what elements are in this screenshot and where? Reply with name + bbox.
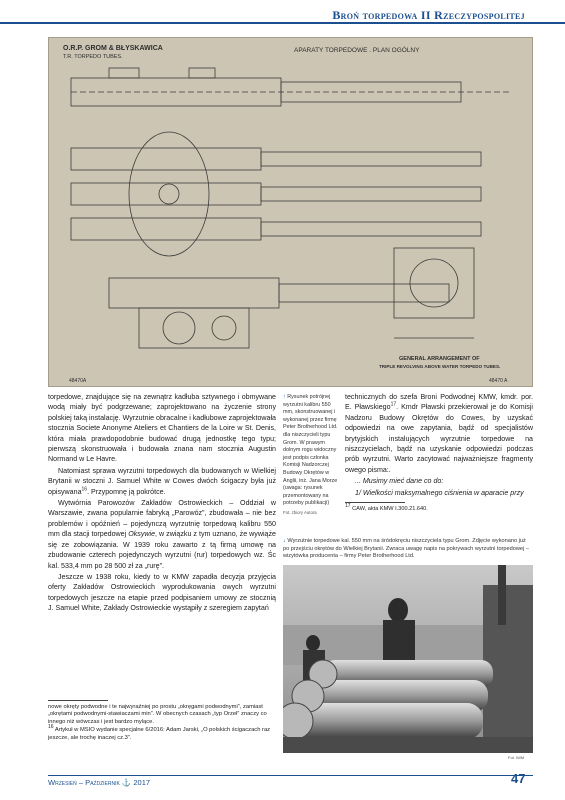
- page-number: 47: [511, 771, 526, 786]
- right-column: [345, 392, 533, 514]
- blueprint-subtitle-left: T.R. TORPEDO TUBES.: [63, 54, 123, 60]
- blueprint-caption: [283, 394, 341, 517]
- caption-text: Wyrzutnie torpedowe kal. 550 mm na śródokręciu niszczyciela typu Grom. Zdjęcie wykonano już po przejściu okrętów do Wielkiej Brytanii. Zwraca uwagę napis na pokrywach wyrzutni torpedowej – wizytówka producenta – firmy Peter Brotherhood Ltd.: [283, 538, 529, 560]
- ship-name: Oksywie: [128, 530, 156, 539]
- paragraph-text: Natomiast sprawa wyrzutni torpedowych dla budowanych w Wielkiej Brytanii w stoczni J. Samuel White w Cowes dwóch ścigaczy była już opisywana: [48, 466, 276, 496]
- issue-year: 2017: [133, 778, 151, 787]
- blueprint-title-center: APARATY TORPEDOWE . PLAN OGÓLNY: [294, 47, 420, 54]
- issue-months: Wrzesień – Październik: [48, 778, 120, 787]
- arrow-down-icon: ↓: [283, 538, 286, 544]
- footer-issue: [48, 778, 150, 787]
- paragraph-text: Wytwórnia Parowozów Zakładów Ostrowieckich – Oddział w Warszawie, zwana popularnie fabryką „Parowóz”, zbudowała – nie bez problemów i opóźnień – pojedynczą wyrzutnię torpedową kalibru 550 mm dla stacji torpedowej: [48, 499, 276, 539]
- paragraph: [48, 466, 276, 497]
- paragraph: torpedowe, znajdujące się na zewnątrz kadłuba sztywnego i obmywane wodą miały być podgrzewane; zaprojektowano na życzenie strony polskiej taką instalację. Wyrzutnie obracalne i kadłubowe zaprojektowała stocznia Societe Anonyme Ateliers et Chantiers de la Loire w St. Denis, która miała prawdopodobnie budować drugą jednostkę tego typu; pierwszą skonstruowała i budowała znana nam stocznia Augustin Normand w Le Havre.: [48, 393, 276, 464]
- footnote-number: 17: [345, 502, 351, 509]
- blueprint-plate-line-1: GENERAL ARRANGEMENT OF: [399, 356, 480, 362]
- header-rule: [0, 22, 565, 24]
- left-column: [48, 392, 276, 615]
- footnote-ref-16: 16: [81, 486, 88, 493]
- footnote-ref-17: 17: [390, 402, 397, 409]
- blueprint-title-left: O.R.P. GROM & BŁYSKAWICA: [63, 45, 163, 52]
- quote-line: 1/ Wielkości maksymalnego ciśnienia w aparacie przy: [355, 488, 524, 497]
- footer-logo-icon: ⚓: [121, 778, 132, 787]
- blueprint-plate-line-2: TRIPLE REVOLVING ABOVE WATER TORPEDO TUBES.: [379, 364, 501, 369]
- blueprint-number-right: 48470 A: [489, 378, 508, 384]
- paragraph: Jeszcze w 1938 roku, kiedy to w KMW zapadła decyzja przyjęcia oferty Zakładów Ostrowieckich wyprodukowania owych wyrzutni torpedowych jeszcze na etapie przed podpisaniem umowy ze stocznią J. Samuel White, Zakłady Ostrowieckie wystąpiły z szeregiem zapytań: [48, 572, 276, 613]
- photo-illustration: [283, 565, 533, 753]
- running-head: Broń torpedowa II Rzeczypospolitej: [332, 8, 525, 22]
- paragraph-text: technicznych do szefa Broni Podwodnej KMW, kmdr. por. E. Pławskiego: [345, 393, 533, 412]
- torpedo-tube-blueprint: [48, 37, 533, 387]
- paragraph: [345, 392, 533, 475]
- paragraph-text-end: . Kmdr Pławski przekierował je do Komisji Nadzoru Budowy Okrętów do Cowes, by uzyskać odpowiedzi na owe zapytania, bądź od specjalistów brytyjskich instalujących wyrzutnie torpedowe na niszczycielach, bądź na uzyskanie odpowiedzi podczas prób wyrzutni. Warto zacytować najważniejsze fragmenty owego pisma:.: [345, 403, 533, 474]
- footnote-divider: [345, 502, 405, 503]
- footnote-divider: [48, 700, 108, 701]
- paragraph-text-end: , w związku z tym uznano, że wywiąże się ze zobowiązania. W 1939 roku zawarto z tą firmą umowę na zbudowanie czterech pojedynczych wyrzutni (rur) torpedowych wz. Śc kal. 533,4 mm po 28 500 zł za „rurę”.: [48, 530, 276, 570]
- caption-text: Rysunek potrójnej wyrzutni kalibru 550 mm, skonstruowanej i wykonanej przez firmę Peter Brotherhood Ltd. dla niszczycieli typu Grom. W prawym dolnym rogu widoczny jest podpis członka Komisji Nadzorczej Budowy Okrętów w Anglii, inż. Jana Morze (uwaga: rysunek przemontowany na potrzeby publikacji): [283, 394, 338, 507]
- blueprint-drawing: [49, 38, 533, 387]
- footnote-17: [345, 502, 533, 514]
- footer-rule: [48, 775, 533, 776]
- footnote-number: 16: [48, 724, 54, 731]
- footnote-continued: nowe okręty podwodne i te najwyraźniej po prostu „okręgami podwodnymi”, zamiast „okrętami podwodnymi-stawiaczami min”. W obecnych czasach „typ Orzeł” znaczy co innego niż wówczas i jest bardzo mylące.: [48, 703, 267, 726]
- quote-line: ... Musimy mieć dane co do:: [355, 477, 444, 486]
- photo-caption: [283, 538, 533, 561]
- caption-source: Fot. zbiory Autora: [283, 509, 317, 515]
- footnote-text: Artykuł w MSIO wydanie specjalne 6/2016: Adam Jarski, „O polskich ścigaczach raz jeszcze, ale trochę inaczej cz.3”.: [48, 726, 271, 741]
- photo-credit: Fot. IWM: [508, 755, 525, 760]
- arrow-up-icon: ↑: [283, 394, 286, 400]
- footnotes-left: [48, 696, 276, 743]
- torpedo-tubes-photo: [283, 565, 533, 753]
- paragraph: [48, 498, 276, 571]
- footnote-text: CAW, akta KMW I.300.21.640.: [352, 505, 428, 512]
- paragraph-text-end: . Przypomnę ją pokrótce.: [87, 487, 166, 496]
- footnote-16: [48, 724, 276, 743]
- blueprint-number-left: 48470A: [69, 378, 87, 384]
